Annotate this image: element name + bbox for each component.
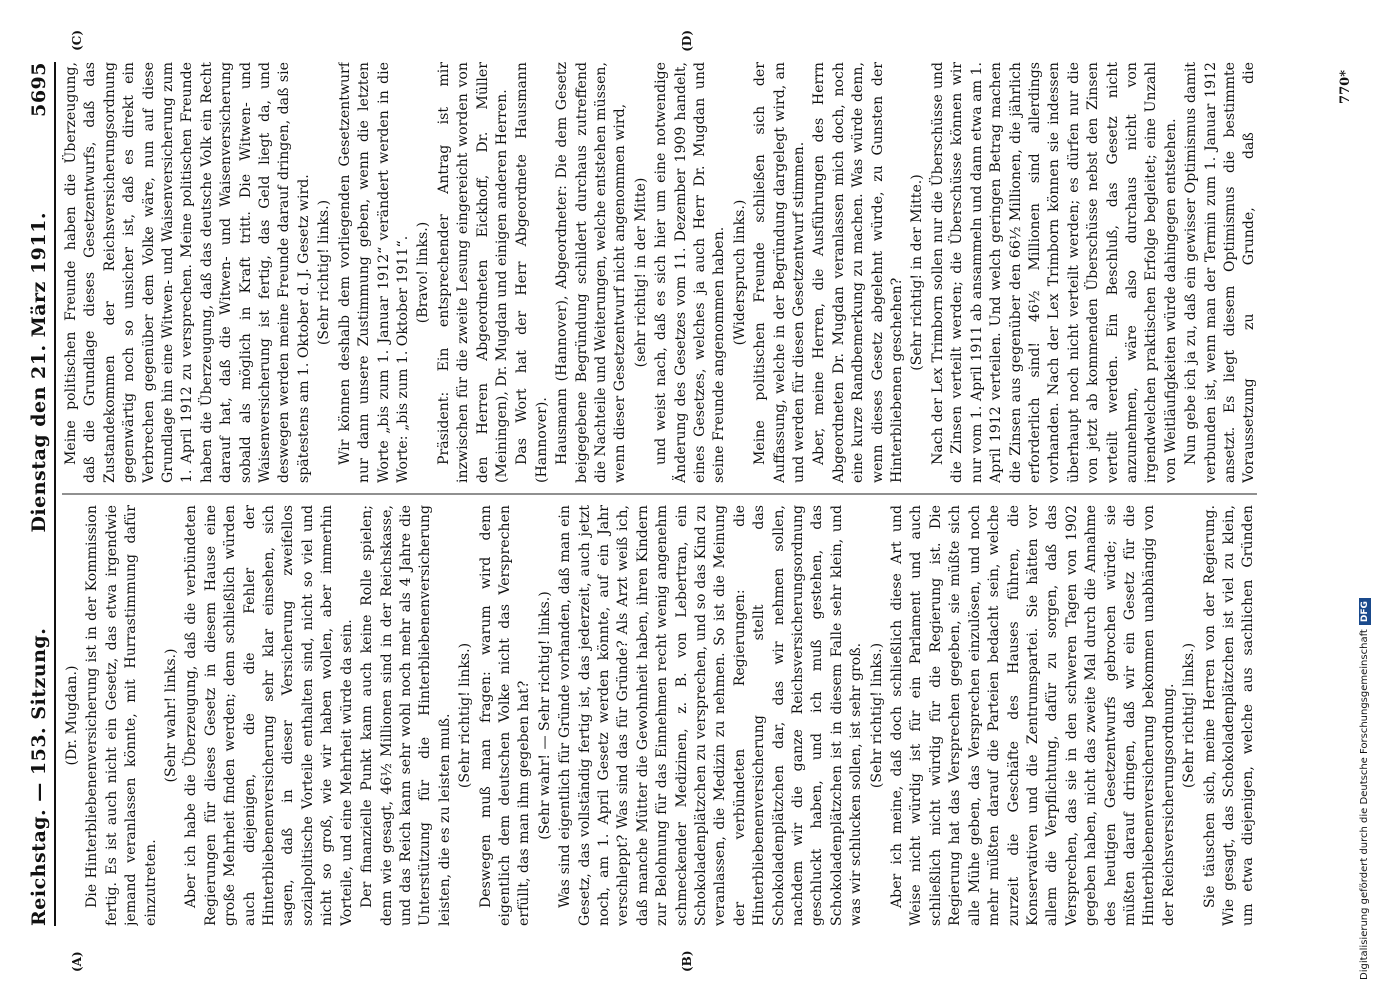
page-number: 5695 — [28, 62, 50, 117]
interjection: (Sehr richtig! links.) — [1181, 642, 1198, 789]
interjection: (Sehr wahr! links.) — [163, 648, 180, 783]
footer-number: 770* — [1338, 70, 1353, 104]
interjection: (Sehr richtig! links.) — [316, 199, 333, 346]
paragraph: Aber ich habe die Überzeugung, daß die verbündeten Regierungen für dieses Gesetz in diesem Hause eine große Mehrheit finden werden; denn schließlich würden auch diejenigen, die die Fehler der Hinterbliebenenversicherung sehr klar einsehen, sich sagen, daß in dieser Versicherung zweifellos sozialpolitische Vorteile enthalten sind, nicht so viel und nicht so groß, wie wir haben wollen, aber immerhin Vorteile, und eine Mehrheit würde da sein. — [183, 505, 355, 926]
left-column — [62, 505, 1257, 926]
right-column — [62, 62, 1257, 483]
interjection: (Widerspruch links.) — [731, 199, 748, 346]
column-divider — [62, 494, 1257, 495]
header-date: Dienstag den 21. März 1911. — [28, 212, 50, 533]
interjection: (Bravo! links.) — [415, 221, 432, 324]
header-left: Reichstag. — 153. Sitzung. — [28, 627, 50, 926]
paragraph: Nun gebe ich ja zu, daß ein gewisser Optimismus damit verbunden ist, wenn man der Termin zum 1. Januar 1912 ansetzt. Es liegt diesem Optimismus die bestimmte Voraussetzung zu Grunde, daß die — [1183, 62, 1257, 483]
side-note-strip — [1355, 0, 1375, 1000]
interjection: (sehr richtig! in der Mitte) — [632, 177, 649, 368]
paragraph: Nach der Lex Trimborn sollen nur die Überschüsse und die Zinsen verteilt werden; die Überschüsse können wir nur vom 1. April 1911 ab ansammeln und dann etwa am 1. April 1912 verteilen. Und welch geringen Betrag machen die Zinsen aus gegenüber den 66½ Millionen, die jährlich erforderlich sind! 46½ Millionen sind allerdings vorhanden. Nach der Lex Trimborn können sie indessen überhaupt noch nicht verteilt werden; es dürfen nur die von jetzt ab kommenden Überschüsse nebst den Zinsen verteilt werden. Ein Beschluß, das Gesetz nicht anzunehmen, wäre also durchaus nicht von irgendwelchen praktischen Erfolge begleitet; eine Unzahl von Weitläufigkeiten würde dahingegen entstehen. — [929, 62, 1179, 483]
paragraph: Sie täuschen sich, meine Herren von der Regierung. Wie gesagt, das Schokoladenplätzchen ist viel zu klein, um etwa diejenigen, welche aus sachlichen Gründen — [1201, 505, 1257, 926]
page-header — [28, 62, 56, 926]
paragraph: Der finanzielle Punkt kann auch keine Rolle spielen; denn wie gesagt, 46½ Millionen sind in der Reichskasse, und das Reich kann sehr wohl noch mehr als 4 Jahre die Unterstützung für die Hinterbliebenenversicherung leisten, die es zu leisten muß. — [359, 505, 453, 926]
paragraph: Meine politischen Freunde haben die Überzeugung, daß die Grundlage dieses Gesetzentwurfs, daß das Zustandekommen der Reichsversicherungsordnung gegenwärtig noch so unsicher ist, daß es direkt ein Verbrechen gegenüber dem Volke wäre, nun auf diese Grundlage hin eine Witwen- und Waisenversicherung zum 1. April 1912 zu versprechen. Meine politischen Freunde haben die Überzeugung, daß das deutsche Volk ein Recht darauf hat, daß die Witwen- und Waisenversicherung sobald als möglich in Kraft tritt. Die Witwen- und Waisenversicherung ist fertig, das Geld liegt da, und deswegen werden meine Freunde darauf dringen, daß sie spätestens am 1. Oktober d. J. Gesetz wird. — [63, 62, 312, 483]
dfg-logo: DFG — [1359, 598, 1371, 625]
paragraph: Aber, meine Herren, die Ausführungen des Herrn Abgeordneten Dr. Mugdan veranlassen mich doch, noch eine kurze Randbemerkung zu machen. Was würde denn, wenn dieses Gesetz abgelehnt würde, zu Gunsten der Hinterbliebenen geschehen? — [811, 62, 906, 483]
paragraph: Meine politischen Freunde schließen sich der Auffassung, welche in der Begründung dargelegt wird, an und werden für diesen Gesetzentwurf stimmen. — [752, 62, 808, 483]
marker-c: (C) — [70, 30, 84, 51]
marker-b: (B) — [680, 950, 694, 972]
interjection: (Sehr richtig! in der Mitte.) — [909, 174, 926, 371]
interjection: (Sehr richtig! links.) — [457, 642, 474, 789]
side-note: Digitalisierung gefördert durch die Deutsche Forschungsgemeinschaft — [1359, 629, 1370, 980]
paragraph: Die Hinterbliebenenversicherung ist in der Kommission fertig. Es ist auch nicht ein Gesetz, das etwa irgendwie jemand veranlassen könnte, mit Hurrastimmung dafür einzutreten. — [84, 505, 159, 926]
paragraph: Das Wort hat der Herr Abgeordnete Hausmann (Hannover). — [514, 62, 550, 483]
text-columns — [62, 62, 1257, 926]
paragraph: Wir können deshalb dem vorliegenden Gesetzentwurf nur dann unsere Zustimmung geben, wenn die letzten Worte „bis zum 1. Januar 1912“ verändert werden in die Worte: „bis zum 1. Oktober 1911“. — [336, 62, 411, 483]
interjection: (Sehr wahr! — Sehr richtig! links.) — [536, 591, 553, 840]
paragraph: Präsident: Ein entsprechender Antrag ist mir inzwischen für die zweite Lesung eingereicht worden von den Herren Abgeordneten Eickhoff, Dr. Müller (Meiningen), Dr. Mugdan und einigen anderen Herren. — [435, 62, 510, 483]
interjection: (Sehr richtig! links.) — [868, 642, 885, 789]
paragraph: Aber ich meine, daß doch schließlich diese Art und Weise nicht würdig ist für ein Parlament und auch schließlich nicht würdig für die Regierung ist. Die Regierung hat das Versprechen gegeben, sie müßte sich alle Mühe geben, das Versprechen einzulösen, und noch mehr müßten darauf die Parteien bedacht sein, welche zurzeit die Geschäfte des Hauses führen, die Konservativen und die Zentrumspartei. Sie hätten vor allem die Verpflichtung, dafür zu sorgen, daß das Versprechen, das sie in den schweren Tagen von 1902 gegeben haben, nicht das zweite Mal durch die Annahme des heutigen Gesetzentwurfs gebrochen würde; sie müßten darauf dringen, daß wir ein Gesetz für die Hinterbliebenenversicherung bekommen unabhängig von der Reichsversicherungsordnung. — [889, 505, 1177, 926]
marker-d: (D) — [680, 30, 694, 52]
paragraph: Hausmann (Hannover), Abgeordneter: Die dem Gesetz beigegebene Begründung schildert durchaus zutreffend die Nachteile und Weiterungen, welche entstehen müssen, wenn dieser Gesetzentwurf nicht angenommen wird, — [554, 62, 629, 483]
interjection: (Dr. Mugdan.) — [64, 665, 80, 766]
paragraph: Deswegen muß man fragen: warum wird denn eigentlich dem deutschen Volke nicht das Versprechen erfüllt, das man ihm gegeben hat? — [477, 505, 533, 926]
marker-a: (A) — [70, 951, 84, 972]
paragraph: Was sind eigentlich für Gründe vorhanden, daß man ein Gesetz, das vollständig fertig ist, das jederzeit, auch jetzt noch, am 1. April Gesetz werden könnte, auf ein Jahr verschleppt? Was sind das für Gründe? Als Arzt weiß ich, daß manche Mütter die Gewohnheit haben, ihren Kindern zur Belohnung für das Einnehmen recht wenig angenehm schmeckender Medizinen, z. B. von Lebertran, ein Schokoladenplätzchen zu versprechen, und so das Kind zu veranlassen, die Medizin zu nehmen. So ist die Meinung der verbündeten Regierungen: die Hinterbliebenenversicherung stellt das Schokoladenplätzchen dar, das wir nehmen sollen, nachdem wir die ganze Reichsversicherungsordnung geschluckt haben, und ich muß gestehen, das Schokoladenplätzchen ist in diesem Falle sehr klein, und was wir schlucken sollen, ist sehr groß. — [557, 505, 865, 926]
paragraph: und weist nach, daß es sich hier um eine notwendige Änderung des Gesetzes vom 11. Dezember 1909 handelt, eines Gesetzes, welches ja auch Herr Dr. Mugdan und seine Freunde angenommen haben. — [653, 62, 728, 483]
